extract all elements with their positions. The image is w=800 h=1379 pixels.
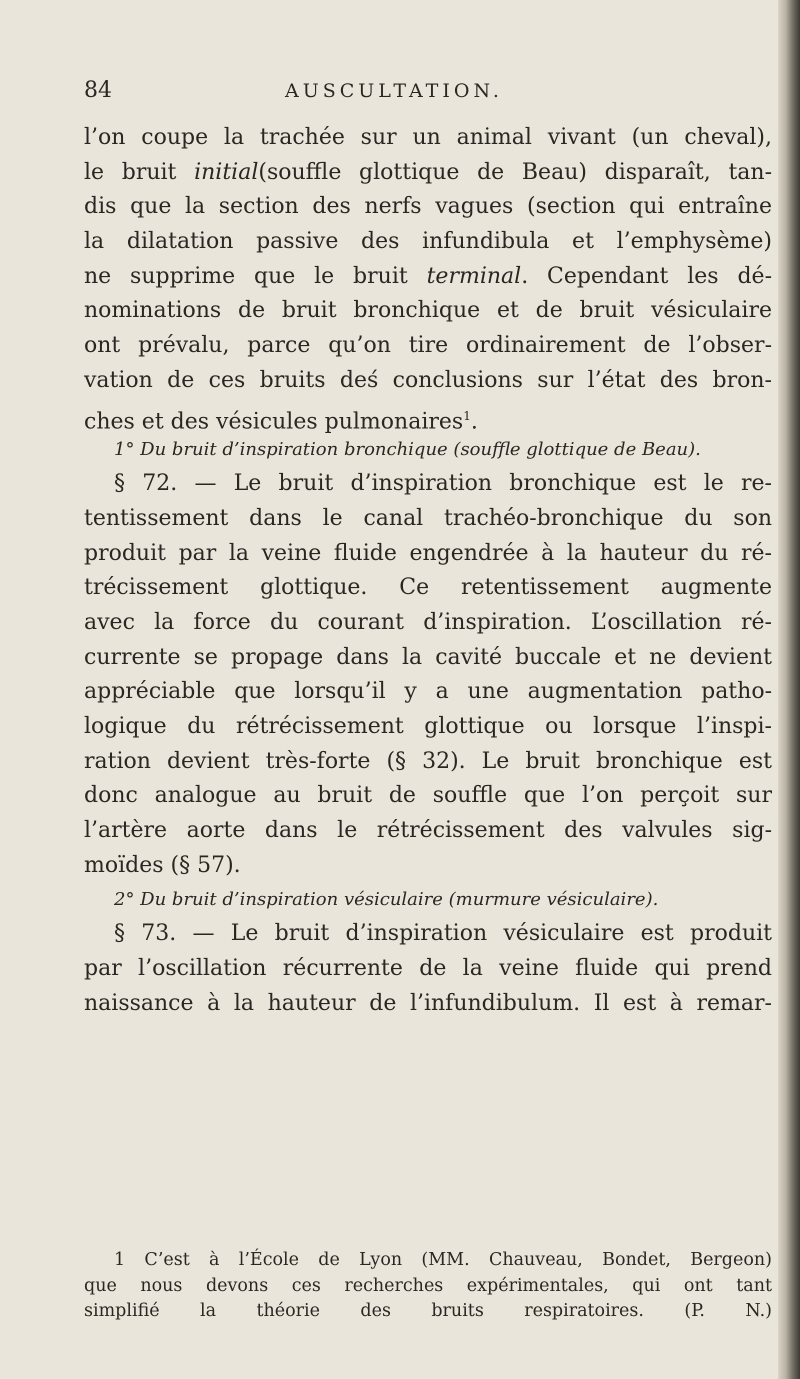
paragraph-72-line: produit par la veine fluide engendrée à la hauteur du ré- (84, 540, 772, 566)
section-subheading: 1° Du bruit d’inspiration bronchique (souffle glottique de Beau). (114, 439, 701, 461)
running-head: AUSCULTATION. (285, 80, 503, 102)
paragraph-72-line: logique du rétrécissement glottique ou lorsque l’inspi- (84, 714, 772, 739)
text-run: ne supprime que le bruit (84, 263, 427, 289)
page-number: 84 (84, 78, 112, 103)
text-line: la dilatation passive des infundibula et l’emphysème) (84, 229, 772, 255)
footnote-line: que nous devons ces recherches expérimentales, qui ont tant (84, 1275, 772, 1296)
paragraph-72-line: trécissement glottique. Ce retentissement augmente (84, 575, 772, 601)
footnote-line: 1 C’est à l’École de Lyon (MM. Chauveau, Bondet, Bergeon) (114, 1250, 772, 1270)
paragraph-72-line: appréciable que lorsqu’il y a une augmentation patho- (84, 679, 772, 705)
paragraph-73-line: naissance à la hauteur de l’infundibulum. Il est à remar- (84, 990, 772, 1016)
text-line (84, 260, 772, 295)
italic-term: initial (194, 159, 259, 185)
text-line: l’on coupe la trachée sur un animal vivant (un cheval), (84, 125, 772, 150)
text-line (84, 156, 772, 191)
paragraph-72-line: tentissement dans le canal trachéo-bronchique du son (84, 505, 772, 531)
text-run: ches et des vésicules pulmonaires (84, 408, 464, 434)
paragraph-72-line: currente se propage dans la cavité buccale et ne devient (84, 644, 772, 670)
text-run: le bruit (84, 159, 195, 185)
footnote-line: simplifié la théorie des bruits respiratoires. (P. N.) (84, 1301, 772, 1321)
italic-term: terminal (426, 263, 522, 289)
page-header (84, 78, 784, 108)
paragraph-72-line: donc analogue au bruit de souffle que l’on perçoit sur (84, 783, 772, 809)
footnote-marker: 1 (463, 408, 471, 423)
text-run: . (470, 408, 478, 434)
paragraph-72-line: avec la force du courant d’inspiration. L’oscillation ré- (84, 609, 772, 635)
section-subheading: 2° Du bruit d’inspiration vésiculaire (murmure vésiculaire). (114, 889, 659, 911)
body-text (84, 121, 772, 1022)
text-line (84, 399, 772, 434)
paragraph-72-line: § 72. — Le bruit d’inspiration bronchique est le re- (114, 471, 772, 497)
text-line: vation de ces bruits deś conclusions sur l’état des bron- (84, 367, 772, 393)
text-line: dis que la section des nerfs vagues (section qui entraîne (84, 194, 772, 220)
text-run: . Cependant les dé- (521, 263, 773, 289)
paragraph-72-line: l’artère aorte dans le rétrécissement des valvules sig- (84, 818, 772, 844)
footnote (84, 1248, 772, 1325)
paragraph-73-line: § 73. — Le bruit d’inspiration vésiculaire est produit (114, 921, 772, 947)
book-spine-shadow (778, 0, 800, 1379)
paragraph-72-line: moïdes (§ 57). (84, 852, 241, 878)
paragraph-73-line: par l’oscillation récurrente de la veine fluide qui prend (84, 956, 772, 982)
paragraph-72-line: ration devient très-forte (§ 32). Le bruit bronchique est (84, 748, 772, 774)
text-run: (souffle glottique de Beau) disparaît, tan- (258, 159, 772, 185)
text-line: ont prévalu, parce qu’on tire ordinairement de l’obser- (84, 333, 772, 359)
text-line: nominations de bruit bronchique et de bruit vésiculaire (84, 298, 772, 324)
